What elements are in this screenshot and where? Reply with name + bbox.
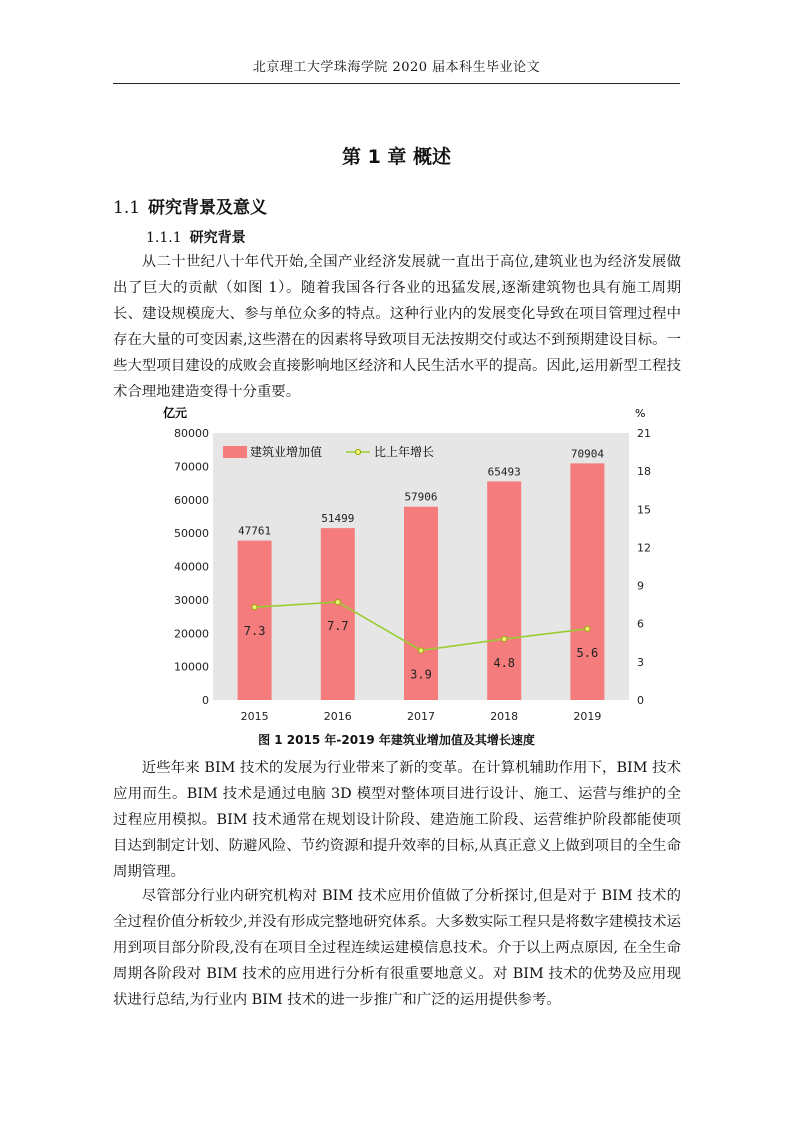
growth-point <box>585 626 590 631</box>
figure-caption: 图 1 2015 年-2019 年建筑业增加值及其增长速度 <box>258 733 535 747</box>
chapter-title: 第 1 章 概述 <box>341 146 452 168</box>
right-axis <box>637 427 651 707</box>
left-axis <box>174 427 209 707</box>
growth-value-label: 7.3 <box>243 624 266 639</box>
x-tick-label: 2019 <box>573 710 602 723</box>
left-tick-label: 70000 <box>174 460 209 474</box>
bar-value-label: 47761 <box>238 524 272 538</box>
subsection-number: 1.1.1 <box>146 230 182 246</box>
bar <box>238 541 272 700</box>
right-tick-label: 18 <box>637 465 651 479</box>
bar-value-label: 57906 <box>404 490 438 504</box>
subsection-heading <box>146 227 246 247</box>
left-axis-unit: 亿元 <box>163 406 188 420</box>
subsection-title: 研究背景 <box>189 230 246 246</box>
legend-bar-label: 建筑业增加值 <box>250 445 323 459</box>
growth-point <box>252 605 257 610</box>
growth-point <box>418 648 423 653</box>
legend-line-marker <box>355 449 360 454</box>
section-title: 研究背景及意义 <box>148 198 268 218</box>
x-tick-label: 2018 <box>490 710 519 723</box>
left-tick-label: 50000 <box>174 527 209 541</box>
legend-bar-swatch <box>223 446 247 458</box>
page-header: 北京理工大学珠海学院 2020 届本科生毕业论文 <box>113 55 680 84</box>
growth-value-label: 4.8 <box>493 655 516 670</box>
right-tick-label: 15 <box>637 503 651 517</box>
paragraph-bim-intro: 近些年来 BIM 技术的发展为行业带来了新的变革。在计算机辅助作用下，BIM 技术应用而生。BIM 技术是通过电脑 3D 模型对整体项目进行设计、施工、运营与维护的全过程应用模拟。BIM 技术通常在规划设计阶段、建造施工阶段、运营维护阶段都能使项目达到制定计划、防避风险、节约资源和提升效率的目标,从真正意义上做到项目的全生命周期管理。 <box>113 760 681 880</box>
section-heading <box>113 193 267 218</box>
bar <box>321 528 355 700</box>
section-number: 1.1 <box>113 198 141 218</box>
left-tick-label: 10000 <box>174 660 209 674</box>
right-tick-label: 9 <box>637 579 644 593</box>
construction-growth-chart <box>160 403 680 728</box>
bar-value-label: 65493 <box>487 465 521 479</box>
x-axis <box>241 710 602 723</box>
x-tick-label: 2015 <box>240 710 269 723</box>
growth-point <box>502 636 507 641</box>
right-tick-label: 3 <box>637 655 644 669</box>
bar-value-label: 51499 <box>321 512 355 526</box>
paragraph-background: 从二十世纪八十年代开始,全国产业经济发展就一直出于高位,建筑业也为经济发展做出了巨大的贡献（如图 1）。随着我国各行各业的迅猛发展,逐渐建筑物也具有施工周期长、建设规模庞大、参与单位众多的特点。这种行业内的发展变化导致在项目管理过程中存在大量的可变因素,这些潜在的因素将导致项目无法按期交付或达不到预期建设目标。一些大型项目建设的成败会直接影响地区经济和人民生活水平的提高。因此,运用新型工程技术合理地建造变得十分重要。 <box>113 254 681 400</box>
x-tick-label: 2016 <box>323 710 352 723</box>
left-tick-label: 0 <box>202 694 209 707</box>
bar-value-label: 70904 <box>570 447 604 461</box>
left-tick-label: 30000 <box>174 593 209 607</box>
paragraph-research-significance: 尽管部分行业内研究机构对 BIM 技术应用价值做了分析探讨,但是对于 BIM 技术的全过程价值分析较少,并没有形成完整地研究体系。大多数实际工程只是将数字建模技术运用到项目部分阶段,没有在项目全过程连续运建模信息技术。介于以上两点原因, 在全生命周期各阶段对 BIM 技术的应用进行分析有很重要地意义。对 BIM 技术的优势及应用现状进行总结,为行业内 BIM 技术的进一步推广和广泛的运用提供参考。 <box>113 888 681 1008</box>
right-tick-label: 12 <box>637 541 651 555</box>
growth-value-label: 3.9 <box>410 667 432 682</box>
legend-line-label: 比上年增长 <box>374 445 435 459</box>
growth-point <box>335 600 340 605</box>
right-tick-label: 0 <box>637 694 644 707</box>
growth-value-label: 7.7 <box>326 619 349 634</box>
bar <box>570 463 604 700</box>
right-axis-unit: % <box>635 407 646 420</box>
left-tick-label: 80000 <box>174 427 209 440</box>
left-tick-label: 60000 <box>174 493 209 507</box>
x-tick-label: 2017 <box>407 710 435 723</box>
left-tick-label: 20000 <box>174 627 209 641</box>
left-tick-label: 40000 <box>174 560 209 574</box>
growth-value-label: 5.6 <box>576 645 599 660</box>
right-tick-label: 6 <box>637 617 644 631</box>
right-tick-label: 21 <box>637 427 651 440</box>
